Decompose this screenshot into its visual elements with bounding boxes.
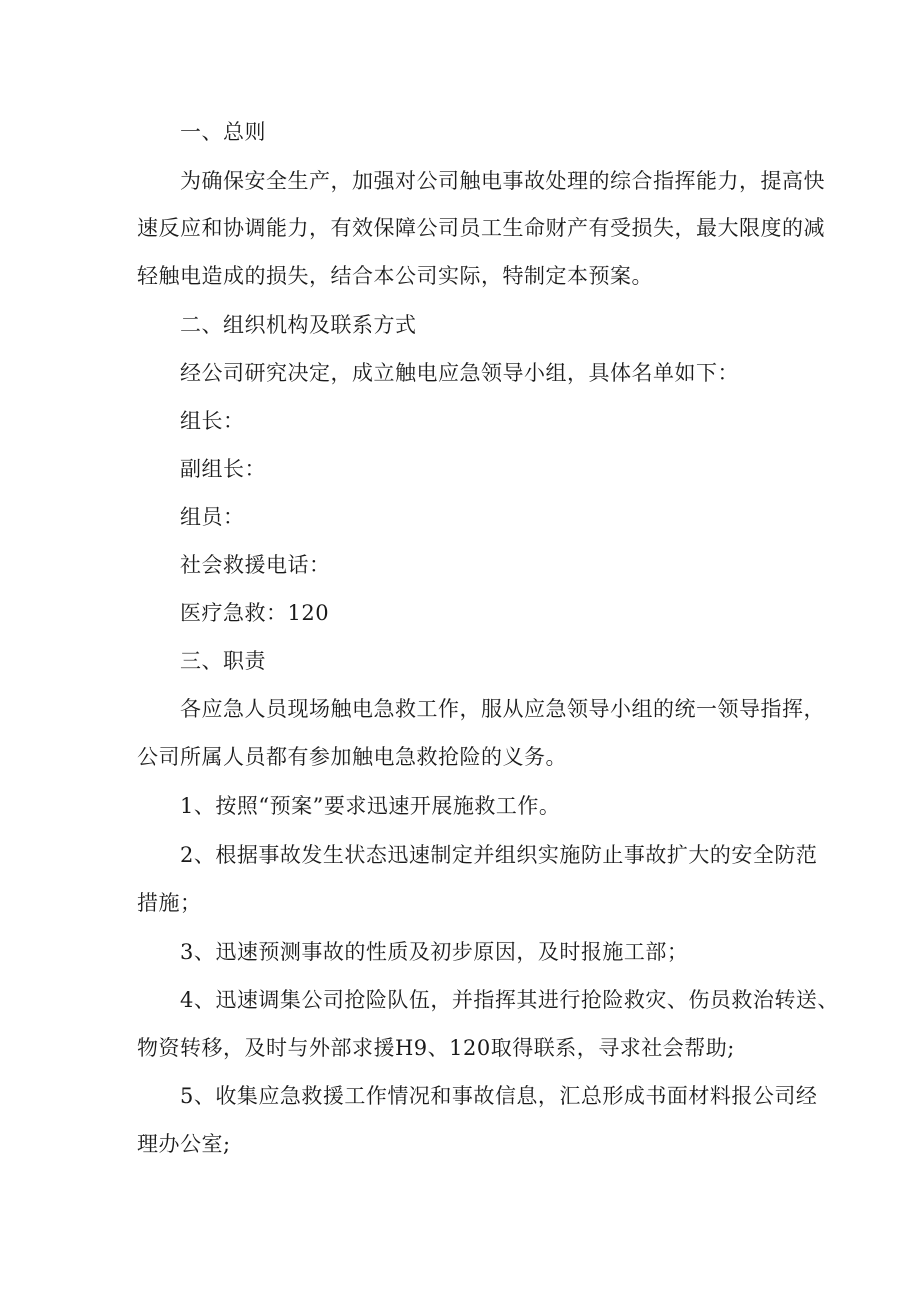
social-rescue-phone: 社会救援电话： [180, 553, 331, 577]
duty-item-2-line2: 措施； [137, 891, 202, 915]
medical-emergency: 医疗急救：120 [180, 601, 330, 625]
section3-paragraph-line2: 公司所属人员都有参加触电急救抢险的义务。 [137, 745, 567, 769]
section1-heading: 一、总则 [180, 120, 266, 144]
section2-intro: 经公司研究决定，成立触电应急领导小组，具体名单如下： [180, 361, 739, 385]
section1-paragraph-line1: 为确保安全生产，加强对公司触电事故处理的综合指挥能力，提高快 [180, 169, 825, 193]
duty-item-4-line2: 物资转移，及时与外部求援H9、120取得联系，寻求社会帮助; [137, 1036, 735, 1060]
section3-heading: 三、职责 [180, 649, 266, 673]
deputy-leader-label: 副组长： [180, 457, 266, 481]
duty-item-5-line2: 理办公室; [137, 1132, 231, 1156]
duty-item-4-line1: 4、迅速调集公司抢险队伍，并指挥其进行抢险救灾、伤员救治转送、 [180, 988, 839, 1012]
section2-heading: 二、组织机构及联系方式 [180, 313, 417, 337]
duty-item-3: 3、迅速预测事故的性质及初步原因，及时报施工部； [180, 940, 689, 964]
section1-paragraph-line3: 轻触电造成的损失，结合本公司实际，特制定本预案。 [137, 264, 653, 288]
section3-paragraph-line1: 各应急人员现场触电急救工作，服从应急领导小组的统一领导指挥， [180, 697, 825, 721]
duty-item-5-line1: 5、收集应急救援工作情况和事故信息，汇总形成书面材料报公司经 [180, 1084, 818, 1108]
members-label: 组员： [180, 505, 245, 529]
duty-item-1: 1、按照“预案”要求迅速开展施救工作。 [180, 794, 561, 818]
duty-item-2-line1: 2、根据事故发生状态迅速制定并组织实施防止事故扩大的安全防范 [180, 843, 818, 867]
leader-label: 组长： [180, 409, 245, 433]
section1-paragraph-line2: 速反应和协调能力，有效保障公司员工生命财产有受损失，最大限度的减 [137, 216, 825, 240]
